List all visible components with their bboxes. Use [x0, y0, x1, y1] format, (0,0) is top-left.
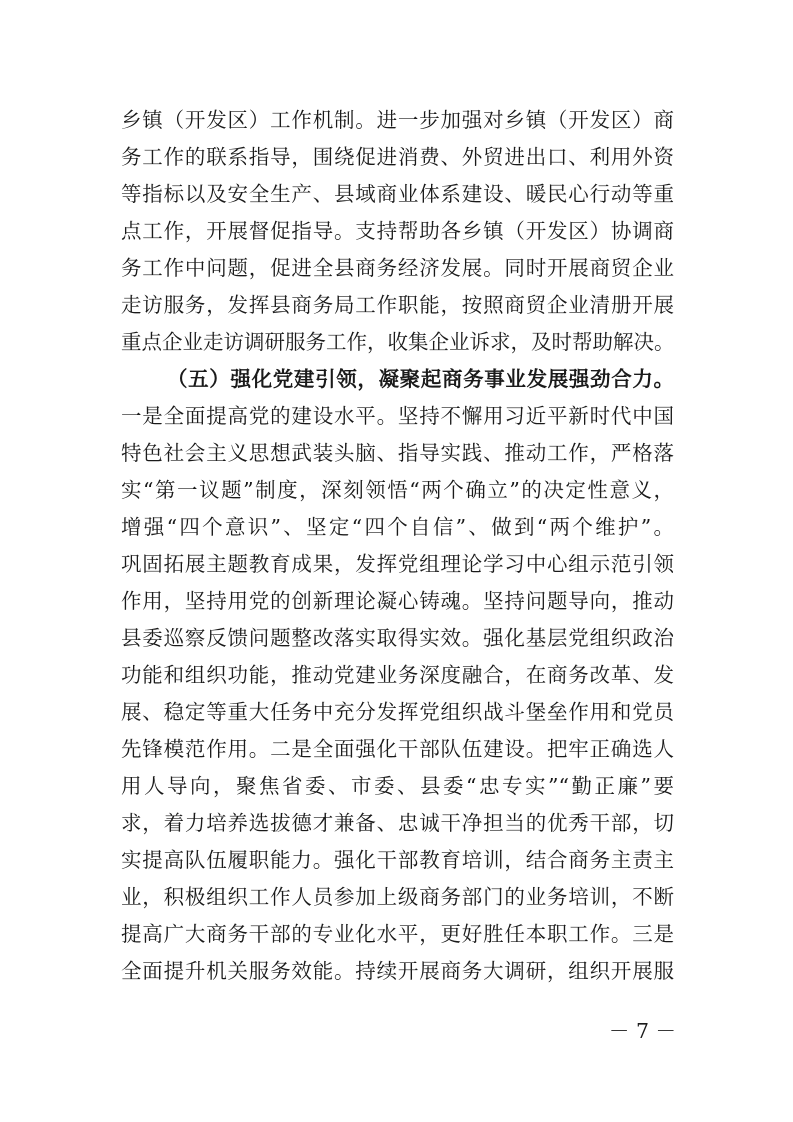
body-text-line: 全面提升机关服务效能。持续开展商务大调研，组织开展服	[121, 959, 674, 983]
page-number: － 7 －	[608, 1019, 676, 1043]
body-text-line: 重点企业走访调研服务工作，收集企业诉求，及时帮助解决。	[121, 330, 674, 354]
body-text-line: 提高广大商务干部的专业化水平，更好胜任本职工作。三是	[121, 922, 674, 946]
body-text-line: 点工作，开展督促指导。支持帮助各乡镇（开发区）协调商	[121, 219, 674, 243]
body-text-line: 特色社会主义思想武装头脑、指导实践、推动工作，严格落	[121, 441, 674, 465]
body-text-line: 一是全面提高党的建设水平。坚持不懈用习近平新时代中国	[121, 404, 674, 428]
body-text-line: 增强“四个意识”、坚定“四个自信”、做到“两个维护”。	[121, 515, 674, 539]
body-text-line: 先锋模范作用。二是全面强化干部队伍建设。把牢正确选人	[121, 737, 674, 761]
section-heading: （五）强化党建引领，凝聚起商务事业发展强劲合力。	[167, 367, 674, 391]
body-text-line: 业，积极组织工作人员参加上级商务部门的业务培训，不断	[121, 885, 674, 909]
body-text-line: 走访服务，发挥县商务局工作职能，按照商贸企业清册开展	[121, 293, 674, 317]
body-text-line: 巩固拓展主题教育成果，发挥党组理论学习中心组示范引领	[121, 552, 674, 576]
body-text-line: 务工作中问题，促进全县商务经济发展。同时开展商贸企业	[121, 256, 674, 280]
body-text-line: 求，着力培养选拔德才兼备、忠诚干净担当的优秀干部，切	[121, 811, 674, 835]
body-text-line: 用人导向，聚焦省委、市委、县委“忠专实”“勤正廉”要	[121, 774, 674, 798]
body-text-line: 展、稳定等重大任务中充分发挥党组织战斗堡垒作用和党员	[121, 700, 674, 724]
body-text-line: 务工作的联系指导，围绕促进消费、外贸进出口、利用外资	[121, 145, 674, 169]
body-text-line: 乡镇（开发区）工作机制。进一步加强对乡镇（开发区）商	[121, 108, 674, 132]
body-text-line: 作用，坚持用党的创新理论凝心铸魂。坚持问题导向，推动	[121, 589, 674, 613]
body-text-line: 县委巡察反馈问题整改落实取得实效。强化基层党组织政治	[121, 626, 674, 650]
body-text-line: 实“第一议题”制度，深刻领悟“两个确立”的决定性意义，	[121, 478, 674, 502]
body-text-line: 功能和组织功能，推动党建业务深度融合，在商务改革、发	[121, 663, 674, 687]
body-text-line: 等指标以及安全生产、县域商业体系建设、暖民心行动等重	[121, 182, 674, 206]
body-text-line: 实提高队伍履职能力。强化干部教育培训，结合商务主责主	[121, 848, 674, 872]
